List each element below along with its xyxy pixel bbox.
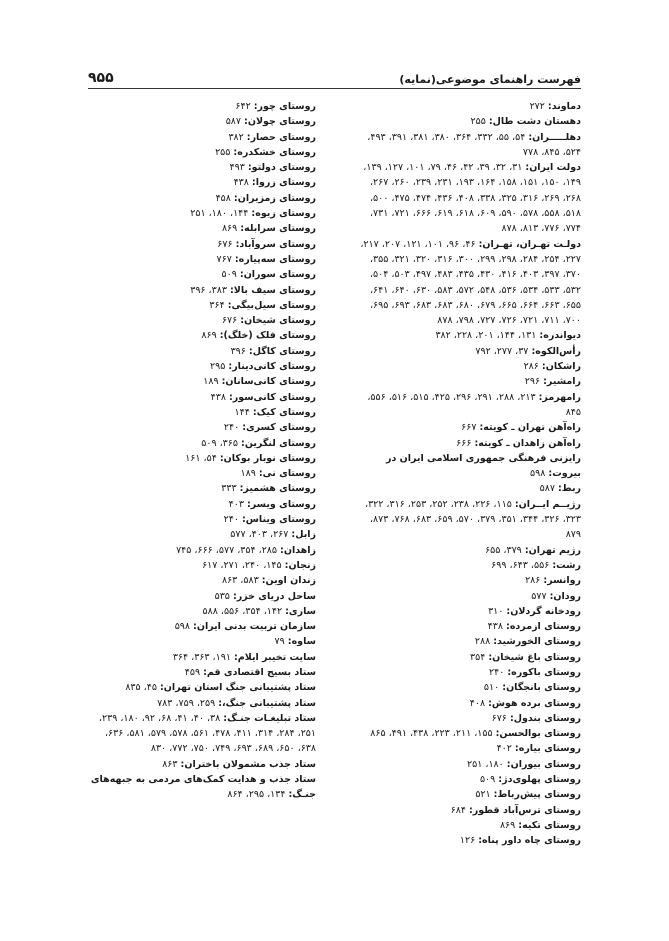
index-entry: [88, 573, 316, 588]
index-term: روانسر:: [543, 575, 581, 587]
index-term: روستای کاگل:: [248, 345, 316, 357]
index-term: روستای باکوره:: [507, 666, 581, 678]
index-entry: [353, 757, 581, 772]
index-pages: ۶۶۶: [456, 437, 472, 449]
index-term: روستای ویسر:: [246, 498, 316, 510]
index-entry: [88, 497, 316, 512]
index-entry: [88, 512, 316, 527]
index-pages: ۴۳۸: [233, 177, 249, 189]
index-term: رژیم تهران:: [524, 544, 581, 556]
index-term: روستای ویناس:: [241, 514, 316, 526]
index-entry: [353, 604, 581, 619]
index-pages: ۴۳۸: [210, 391, 226, 403]
index-pages: ۲۸۵، ۳۵۴، ۵۷۷، ۶۶۶، ۷۴۵: [176, 544, 277, 556]
index-entry: [353, 772, 581, 787]
index-entry: [353, 390, 581, 421]
index-term: ستاد جذب مشمولان باختران:: [180, 758, 316, 770]
index-entry: [88, 405, 316, 420]
index-pages: ۸۶۳: [162, 758, 178, 770]
index-entry: [353, 680, 581, 695]
index-entry: [88, 267, 316, 282]
index-term: دماوند:: [547, 101, 581, 112]
index-pages: ۱۴۵، ۲۴۰، ۲۷۱، ۶۱۷: [202, 559, 282, 571]
index-pages: ۶۶۷: [461, 422, 477, 434]
index-term: ستاد بسیج اقتصادی قم:: [203, 666, 316, 678]
index-entry: [88, 772, 316, 803]
index-entry: [88, 634, 316, 649]
index-pages: ۱۴۴: [234, 406, 250, 418]
index-pages: ۴۵۹: [184, 666, 201, 678]
index-term: روستای کانی‌سور:: [228, 391, 316, 403]
index-pages: ۱۸۹: [240, 468, 256, 480]
index-term: رژیــم ایــران:: [514, 498, 581, 510]
index-term: روستای زیوه:: [251, 208, 316, 220]
index-term: روستای بیوران:: [506, 758, 581, 770]
index-term: ستاد تبلیغـات جنـگ:: [223, 712, 316, 724]
index-pages: ۲۸۶: [523, 361, 539, 373]
index-term: زاهدان:: [280, 544, 316, 556]
index-entry: [353, 130, 581, 161]
index-entry: [88, 436, 316, 451]
index-pages: ۵۴، ۵۵، ۳۳۲، ۳۶۴، ۳۸۰، ۳۸۱، ۳۹۱، ۴۹۳، ۵۲۴، ۸۴۵، ۷۷۸: [367, 131, 581, 158]
index-term: روستای برده هوش:: [488, 697, 581, 709]
index-pages: ۵۹۸: [530, 468, 546, 480]
index-entry: [88, 451, 316, 466]
index-entry: [88, 237, 316, 252]
index-term: روستای بوالحسن:: [495, 728, 581, 740]
index-pages: ۶۸۴: [450, 804, 466, 816]
index-pages: ۶۷۶: [217, 238, 233, 250]
index-pages: ۴۶، ۹۶، ۱۰۱، ۱۲۱، ۲۰۷، ۲۱۷، ۲۲۷، ۲۵۴، ۲۸۴، ۲۹۸، ۲۹۹، ۳۰۰، ۳۱۶، ۳۲۰، ۳۲۱، ۳۵۵، ۳۷۰، ۳۹۷، ۴۰۳، ۴۱۶، ۴۳۰، ۴۳۵، ۴۸۳، ۴۹۷، ۵۰۳، ۵۰۴، ۵۳۲، ۵۳۳، ۵۳۴، ۵۳۶، ۵۴۸، ۵۷۲، ۵۸۳، ۶۳۰، ۶۴۰، ۶۴۱، ۶۵۵، ۶۶۳، ۶۶۴، ۶۶۵، ۶۷۹، ۶۸۰، ۶۸۳، ۶۸۳، ۶۹۳، ۶۹۵، ۷۰۰، ۷۱۱، ۷۲۱، ۷۲۶، ۷۲۷، ۷۹۸، ۸۷۸: [360, 238, 581, 327]
index-entry: [353, 726, 581, 741]
index-pages: ۲۵۵: [215, 146, 231, 158]
index-entry: [88, 680, 316, 695]
index-term: روستای سوران:: [239, 269, 316, 281]
index-entry: [88, 313, 316, 328]
index-entry: [88, 420, 316, 435]
index-entry: [88, 527, 316, 542]
index-term: روستای باغ شیخان:: [488, 651, 581, 663]
index-pages: ۴۰۲: [496, 743, 512, 755]
index-pages: ۵۸۷: [539, 483, 555, 495]
index-entry: [88, 221, 316, 236]
index-pages: ۶۷۶: [491, 712, 507, 724]
index-entry: [88, 298, 316, 313]
index-term: روستای ترس‌آباد قطور:: [468, 804, 581, 816]
index-term: دولـت تهـران، تهـران:: [478, 238, 581, 250]
index-entry: [88, 99, 316, 114]
page-number: ۹۵۵: [88, 70, 114, 86]
index-entry: [353, 374, 581, 389]
index-pages: ۴۰۳: [228, 498, 244, 510]
index-term: دهستان دشت طال:: [488, 116, 581, 128]
index-entry: [88, 711, 316, 757]
index-pages: ۲۹۶: [524, 376, 541, 388]
index-entry: [353, 818, 581, 833]
index-term: ساوه:: [287, 636, 316, 648]
index-term: رامهرمز:: [538, 391, 581, 403]
index-pages: ۳۶۵، ۵۰۹: [201, 437, 238, 449]
index-pages: ۲۴۰: [223, 422, 240, 434]
index-term: روستای شیخان:: [240, 315, 316, 327]
index-entry: [88, 359, 316, 374]
index-pages: ۵۵۶، ۶۴۳، ۶۹۹: [491, 559, 550, 571]
index-entry: [88, 130, 316, 145]
index-entry: [353, 573, 581, 588]
index-pages: ۷۶۷: [216, 253, 232, 265]
index-pages: ۲۶۷، ۴۰۳، ۵۷۷: [230, 529, 289, 541]
index-entry: [353, 344, 581, 359]
index-term: دولت ایران:: [525, 162, 581, 174]
index-term: روستای چاه داور پناه:: [478, 835, 581, 847]
index-pages: ۳۹۶: [230, 345, 246, 357]
index-entry: [88, 665, 316, 680]
index-entry: [88, 328, 316, 343]
index-term: روستای بانجگان:: [502, 682, 581, 694]
index-pages: ۵۷۷: [531, 590, 547, 602]
index-term: روستای پیش‌رباط:: [493, 789, 581, 801]
index-entry: [353, 543, 581, 558]
index-pages: ۲۷۲: [529, 101, 545, 112]
index-entry: [353, 436, 581, 451]
index-term: ستاد جذب و هدایت کمک‌های مردمی به جبهه‌های جنـگ:: [90, 774, 316, 801]
index-term: زنجان:: [284, 559, 316, 571]
index-pages: ۲۹۵: [210, 361, 226, 373]
index-term: ساحل دریای خزر:: [232, 590, 316, 602]
index-term: ساری:: [285, 605, 316, 617]
index-term: روستای ازمرده:: [506, 621, 581, 633]
index-entry: [353, 589, 581, 604]
index-term: روستای چور:: [253, 101, 316, 112]
index-term: روستای زروا:: [251, 177, 316, 189]
index-entry: [353, 833, 581, 848]
index-term: روستای هشمیز:: [239, 483, 316, 495]
index-term: رایزنی فرهنگی جمهوری اسلامی ایران در بیروت:: [385, 452, 581, 480]
index-entry: [88, 374, 316, 389]
index-pages: ۵۸۷: [225, 116, 241, 128]
index-entry: [353, 359, 581, 374]
index-pages: ۴۳۸: [487, 621, 503, 633]
index-term: رودخانه گردلان:: [506, 605, 581, 617]
index-term: روستای سه‌پیاره:: [234, 253, 316, 265]
index-pages: ۲۸۸: [474, 636, 491, 648]
index-term: روستای کانی‌دینار:: [228, 361, 316, 373]
index-term: سازمان تربیت بدنی ایران:: [193, 621, 316, 633]
index-term: روستای لنگرین:: [241, 437, 316, 449]
index-pages: ۴۰۸: [469, 697, 486, 709]
index-pages: ۱۹۱، ۳۶۳، ۳۶۴: [172, 651, 231, 663]
index-entry: [88, 696, 316, 711]
index-pages: ۱۵۵، ۲۱۱، ۲۲۳، ۴۳۸، ۴۹۱، ۸۶۵: [370, 728, 493, 740]
index-entry: [353, 634, 581, 649]
index-term: روستای سیل‌بیگی:: [227, 299, 316, 311]
index-term: زندان اوین:: [261, 575, 316, 587]
index-term: روستای سرابله:: [240, 223, 316, 235]
index-term: رشت:: [552, 559, 581, 571]
index-pages: ۳۶۴: [209, 299, 225, 311]
index-term: روستای کسری:: [242, 422, 316, 434]
index-entry: [88, 175, 316, 190]
index-pages: ۳۸۲: [228, 131, 244, 143]
index-pages: ۶۴۲: [235, 101, 251, 112]
index-entry: [353, 741, 581, 756]
index-pages: ۱۴۴، ۱۸۰، ۲۵۱: [190, 208, 249, 220]
index-entry: [88, 114, 316, 129]
index-pages: ۸۶۹: [201, 330, 217, 342]
index-term: روستای تکیه:: [518, 819, 581, 831]
index-pages: ۳۸، ۴۰، ۴۱، ۶۸، ۹۲، ۱۸۰، ۲۳۹، ۲۵۱، ۲۸۴، ۳۱۴، ۴۱۱، ۴۷۸، ۵۶۱، ۵۷۸، ۵۷۹، ۵۸۱، ۶۳۶، ۶۳۸، ۶۵۰، ۶۸۹، ۶۹۳، ۷۴۹، ۷۵۰، ۷۷۲، ۸۳۰: [98, 712, 316, 755]
index-term: راشکان:: [541, 361, 581, 373]
index-term: روستای پهلوی‌دژ:: [498, 774, 581, 786]
index-term: روستای الخورشید:: [493, 636, 581, 648]
index-term: رودان:: [549, 590, 581, 602]
index-entry: [353, 237, 581, 329]
index-pages: ۴۹۳: [229, 162, 245, 174]
index-entry: [88, 160, 316, 175]
index-pages: ۳۳۳: [221, 483, 237, 495]
index-pages: ۱۱۵، ۲۲۶، ۲۳۸، ۲۵۲، ۲۵۳، ۳۱۶، ۳۲۲، ۳۲۳، ۳۲۶، ۳۴۴، ۳۵۱، ۳۷۹، ۵۷۰، ۶۵۹، ۶۸۳، ۷۶۸، ۸۷۳، ۸۷۹: [364, 498, 581, 541]
index-entry: [88, 558, 316, 573]
index-term: رامشیر:: [543, 376, 581, 388]
index-pages: ۵۰۹: [221, 269, 237, 281]
index-term: راه‌آهن تهران ـ کویته:: [479, 422, 581, 434]
index-entry: [353, 481, 581, 496]
index-term: ربط:: [557, 483, 581, 495]
index-pages: ۵۱۰: [483, 682, 500, 694]
index-entry: [353, 696, 581, 711]
index-pages: ۲۴۰: [488, 666, 505, 678]
index-pages: ۲۵۹، ۷۵۹، ۷۸۳: [157, 697, 216, 709]
index-pages: ۸۶۹: [499, 819, 516, 831]
index-term: روستای کیک:: [252, 406, 316, 418]
index-term: روستای کانی‌سانان:: [221, 376, 316, 388]
index-term: روستای سیف بالا:: [229, 284, 316, 296]
index-entry: [353, 99, 581, 114]
index-entry: [88, 543, 316, 558]
index-entry: [88, 283, 316, 298]
index-pages: ۳۷، ۲۷۷، ۷۹۲: [475, 345, 529, 357]
index-entry: [88, 252, 316, 267]
index-term: روستای حصار:: [246, 131, 316, 143]
index-pages: ۲۴۰: [223, 514, 239, 526]
index-term: سایت تخیبر ایلام:: [233, 651, 316, 663]
index-pages: ۱۸۰، ۲۵۱: [467, 758, 504, 770]
index-entry: [353, 787, 581, 802]
header-rule: [88, 88, 581, 89]
index-pages: ۷۹: [274, 636, 285, 648]
index-pages: ۳۷۹، ۶۵۵: [485, 544, 522, 556]
index-term: روستای زمزیران:: [233, 192, 316, 204]
index-pages: ۲۸۶: [525, 575, 541, 587]
page-header: [88, 64, 581, 86]
index-term: ستاد پشتیبانی جنگ استان تهران:: [159, 682, 316, 694]
index-term: روستای چولان:: [244, 116, 316, 128]
index-entry: [88, 481, 316, 496]
index-entry: [88, 757, 316, 772]
index-pages: ۱۴۲، ۳۵۴، ۵۵۶، ۵۸۸: [202, 605, 283, 617]
index-term: روستای خشکدره:: [233, 146, 316, 158]
index-entry: [88, 589, 316, 604]
index-entry: [88, 650, 316, 665]
index-pages: ۴۵۸: [215, 192, 231, 204]
index-pages: ۳۱، ۳۲، ۳۹، ۴۲، ۴۶، ۷۹، ۱۰۱، ۱۲۷، ۱۳۹، ۱۴۹، ۱۵۰، ۱۵۱، ۱۵۸، ۱۶۴، ۱۹۳، ۲۳۱، ۲۳۹، ۲۶۰، ۲۶۷، ۲۶۸، ۲۶۹، ۳۱۶، ۳۲۵، ۳۳۸، ۴۰۸، ۴۳۶، ۴۷۴، ۴۷۵، ۵۰۰، ۵۱۸، ۵۵۸، ۵۷۸، ۵۹۰، ۶۰۹، ۶۱۸، ۶۱۹، ۶۶۶، ۷۲۱، ۷۳۱، ۷۷۴، ۷۷۶، ۸۱۳، ۸۷۸: [363, 162, 581, 235]
running-title: فهرست راهنمای موضوعی(نمایه): [399, 73, 581, 86]
index-entry: [88, 344, 316, 359]
index-term: روستای سروآباد:: [235, 238, 316, 250]
index-entry: [353, 803, 581, 818]
index-term: راه‌آهن زاهدان ـ کویته:: [474, 437, 581, 449]
index-entry: [353, 451, 581, 482]
index-pages: ۶۷۶: [221, 315, 238, 327]
index-pages: ۴۵، ۸۳۵: [125, 682, 157, 694]
index-pages: ۳۱۰: [488, 605, 504, 617]
index-pages: ۵۸۳، ۸۶۳: [221, 575, 259, 587]
index-entry: [353, 497, 581, 543]
index-pages: ۵۹۸: [174, 621, 190, 633]
index-pages: ۱۳۴، ۲۹۵، ۸۶۴: [227, 789, 286, 801]
index-entry: [353, 114, 581, 129]
index-entry: [353, 650, 581, 665]
index-term: روستای نی:: [258, 468, 316, 480]
index-entry: [88, 191, 316, 206]
index-pages: ۱۸۹: [203, 376, 219, 388]
index-entry: [353, 558, 581, 573]
index-term: زابل:: [291, 529, 316, 541]
index-pages: ۵۴، ۱۶۱: [185, 452, 217, 464]
index-entry: [353, 665, 581, 680]
index-pages: ۵۰۹: [479, 774, 496, 786]
index-pages: ۵۳۵: [214, 590, 230, 602]
index-pages: ۳۸۳، ۳۹۶: [190, 284, 227, 296]
index-pages: ۲۱۳، ۲۸۸، ۲۹۱، ۲۹۶، ۴۲۵، ۵۱۵، ۵۱۶، ۵۵۶، ۸۴۵: [367, 391, 581, 418]
index-entry: [88, 145, 316, 160]
index-term: روستای دولتو:: [247, 162, 316, 174]
index-term: روستای نوبار بوکان:: [219, 452, 316, 464]
index-pages: ۳۵۴: [470, 651, 486, 663]
index-term: ستاد پشتیبانی جنگ،:: [218, 697, 316, 709]
index-entry: [88, 619, 316, 634]
index-term: دهلـــــران:: [528, 131, 581, 143]
index-entry: [353, 328, 581, 343]
index-term: رأس‌الکوه:: [531, 345, 581, 357]
index-pages: ۸۶۹: [221, 223, 238, 235]
index-entry: [88, 466, 316, 481]
index-term: روستای بیاره:: [514, 743, 581, 755]
index-term: دیواندره:: [539, 330, 581, 342]
index-entry: [353, 420, 581, 435]
index-entry: [88, 604, 316, 619]
index-entry: [88, 206, 316, 221]
index-entry: [353, 619, 581, 634]
index-term: روستای بندول:: [509, 712, 581, 724]
index-term: روستای فلک (خلگ):: [219, 330, 316, 342]
index-column-right: [353, 99, 581, 849]
index-pages: ۵۲۱: [475, 789, 491, 801]
index-column-left: [88, 99, 316, 803]
index-entry: [353, 160, 581, 236]
index-pages: ۱۲۶: [459, 835, 476, 847]
index-entry: [353, 711, 581, 726]
index-pages: ۲۵۵: [470, 116, 486, 128]
index-entry: [88, 390, 316, 405]
index-pages: ۱۳۱، ۱۴۴، ۲۰۱، ۲۲۸، ۳۸۲: [435, 330, 537, 342]
